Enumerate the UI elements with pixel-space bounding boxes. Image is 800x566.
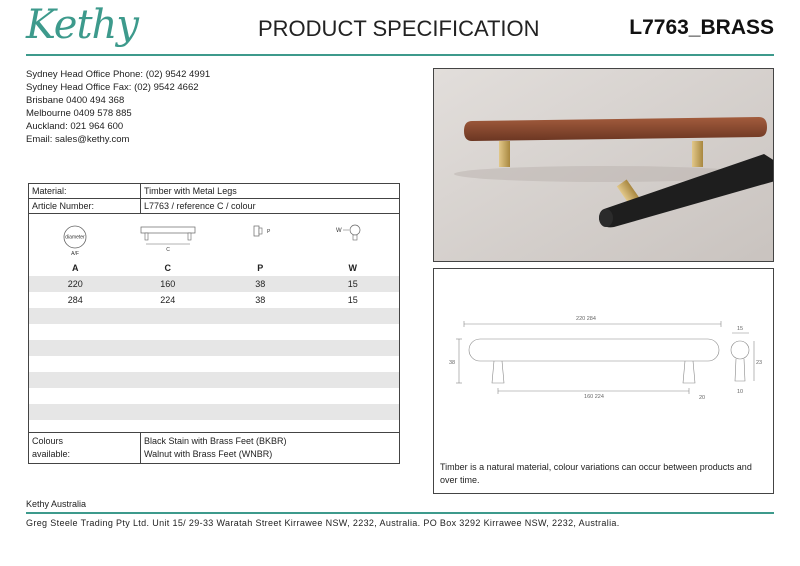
empty-row [29, 308, 399, 324]
contact-block [26, 68, 210, 146]
header-w: W [348, 263, 357, 273]
header-p: P [257, 263, 264, 273]
diameter-icon-sub: A/F [71, 251, 80, 257]
diameter-icon [29, 222, 122, 260]
drawing-top-dims: 220 284 [576, 316, 596, 322]
contact-auckland: Auckland: 021 964 600 [26, 121, 124, 132]
colour-option: Walnut with Brass Feet (WNBR) [144, 449, 273, 459]
colours-label-line-2: available: [32, 449, 71, 459]
projection-icon [214, 222, 307, 260]
drawing-height: 38 [448, 360, 456, 366]
contact-brisbane: Brisbane 0400 494 368 [26, 95, 125, 106]
colours-label-line-1: Colours [32, 436, 64, 446]
dim-c: 224 [160, 295, 176, 305]
colour-option: Black Stain with Brass Feet (BKBR) [144, 436, 287, 446]
empty-row [29, 340, 399, 356]
product-photo [433, 68, 774, 262]
footer-rule [26, 512, 774, 514]
footer-company: Kethy Australia [26, 499, 87, 509]
diameter-icon-label: diameter [65, 234, 85, 241]
empty-row [29, 356, 399, 372]
dimensions-row [29, 292, 399, 308]
handle-length-icon [122, 222, 215, 260]
dimension-icons [29, 214, 399, 260]
header-c: C [164, 263, 171, 273]
timber-note: Timber is a natural material, colour variations can occur between products and over time. [440, 462, 752, 485]
material-label: Material: [29, 184, 141, 198]
spec-table [28, 183, 400, 464]
empty-row [29, 404, 399, 420]
empty-row [29, 324, 399, 340]
drawing-foot: 20 [698, 395, 706, 401]
dim-a: 284 [67, 295, 83, 305]
drawing-bottom-dims: 160 224 [584, 394, 604, 400]
material-row [29, 184, 399, 198]
document-title: PRODUCT SPECIFICATION [258, 16, 540, 41]
footer-address: Greg Steele Trading Pty Ltd. Unit 15/ 29-33 Waratah Street Kirrawee NSW, 2232, Australia. PO Box 3292 Kirrawee NSW, 2232, Australia. [26, 518, 620, 528]
colours-label [29, 433, 141, 463]
header-rule [26, 54, 774, 56]
article-label: Article Number: [29, 199, 141, 213]
dim-w: 15 [347, 279, 358, 289]
c-icon-label: C [165, 247, 170, 253]
header-a: A [72, 263, 79, 273]
article-row [29, 198, 399, 213]
article-value: L7763 / reference C / colour [144, 201, 256, 211]
contact-phone: Sydney Head Office Phone: (02) 9542 4991 [26, 69, 211, 80]
dim-c: 160 [160, 279, 176, 289]
contact-email: Email: sales@kethy.com [26, 134, 130, 145]
w-icon-label: W [335, 228, 342, 234]
kethy-logo: Kethy [26, 2, 138, 48]
width-icon [307, 222, 400, 260]
drawing-end-width: 15 [736, 326, 744, 332]
dimensions-row [29, 276, 399, 292]
empty-row [29, 388, 399, 404]
material-value: Timber with Metal Legs [144, 186, 237, 196]
empty-row [29, 372, 399, 388]
contact-fax: Sydney Head Office Fax: (02) 9542 4662 [26, 82, 199, 93]
product-code: L7763_BRASS [629, 16, 774, 39]
dim-w: 15 [347, 295, 358, 305]
drawing-end-base: 10 [736, 389, 744, 395]
colours-list [141, 433, 399, 463]
dimensions-header-row [29, 260, 399, 276]
technical-drawing [433, 268, 774, 494]
dim-p: 38 [255, 279, 266, 289]
colours-row [29, 432, 399, 463]
dim-a: 220 [67, 279, 83, 289]
contact-melbourne: Melbourne 0409 578 885 [26, 108, 132, 119]
p-icon-label: P [267, 229, 271, 235]
drawing-end-height: 23 [755, 360, 763, 366]
dimensions-section [29, 213, 399, 432]
dim-p: 38 [255, 295, 266, 305]
